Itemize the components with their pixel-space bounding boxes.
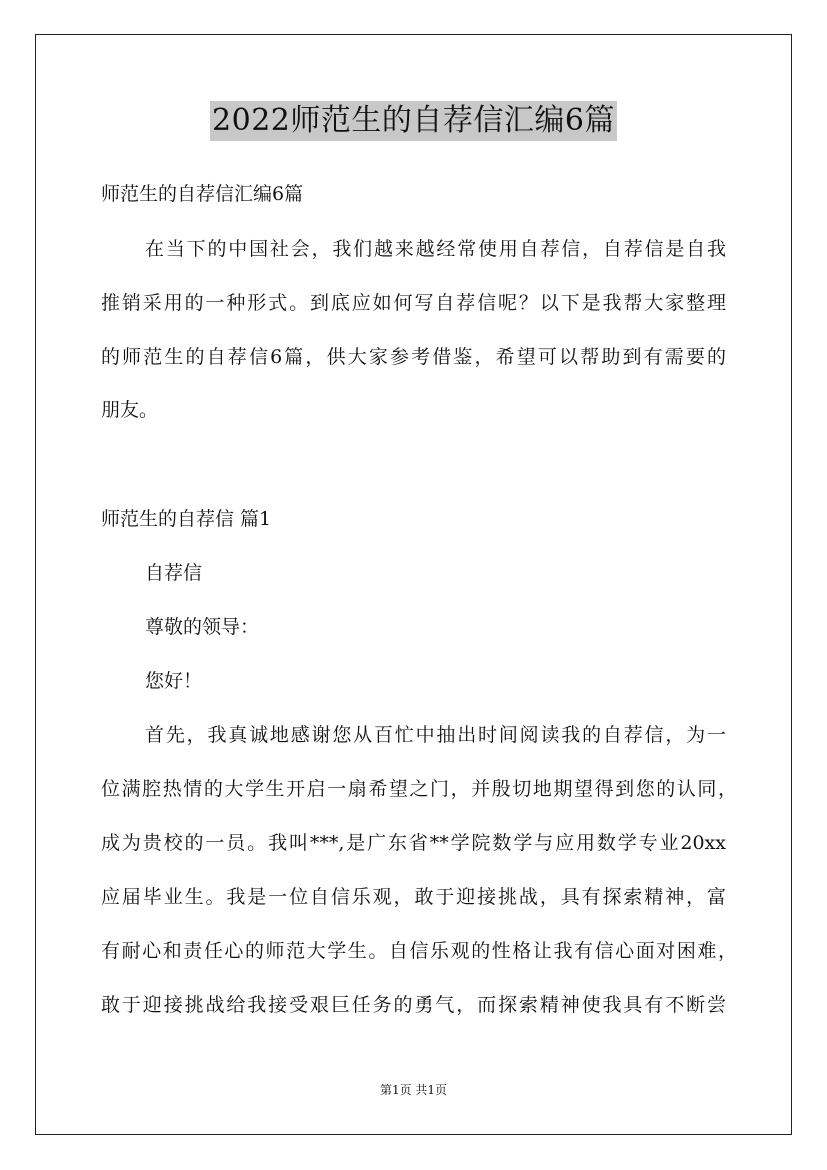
letter-body-line: 有耐心和责任心的师范大学生。自信乐观的性格让我有信心面对困难， (101, 940, 737, 962)
letter-heading: 自荐信 (145, 562, 203, 584)
letter-body-line: 位满腔热情的大学生开启一扇希望之门，并殷切地期望得到您的认同， (101, 778, 737, 800)
letter-greeting: 您好！ (145, 670, 203, 692)
letter-salutation: 尊敬的领导： (145, 616, 260, 638)
letter-body-line: 敢于迎接挑战给我接受艰巨任务的勇气，而探索精神使我具有不断尝 (101, 994, 726, 1016)
document-subtitle: 师范生的自荐信汇编6篇 (101, 183, 304, 205)
letter-body-line: 首先，我真诚地感谢您从百忙中抽出时间阅读我的自荐信，为一 (145, 724, 726, 746)
document-title: 2022师范生的自荐信汇编6篇 (210, 101, 617, 141)
letter-body-line: 应届毕业生。我是一位自信乐观，敢于迎接挑战，具有探索精神，富 (101, 886, 726, 908)
intro-line: 的师范生的自荐信6篇，供大家参考借鉴，希望可以帮助到有需要的 (101, 346, 726, 368)
section-heading: 师范生的自荐信 篇1 (101, 508, 272, 530)
letter-body-line: 成为贵校的一员。我叫***,是广东省**学院数学与应用数学专业20xx (101, 832, 726, 854)
title-container (0, 101, 827, 141)
intro-line: 推销采用的一种形式。到底应如何写自荐信呢？以下是我帮大家整理 (101, 292, 726, 314)
intro-line: 在当下的中国社会，我们越来越经常使用自荐信，自荐信是自我 (145, 238, 726, 260)
page-footer: 第1页 共1页 (379, 1083, 448, 1097)
intro-line: 朋友。 (101, 399, 159, 421)
